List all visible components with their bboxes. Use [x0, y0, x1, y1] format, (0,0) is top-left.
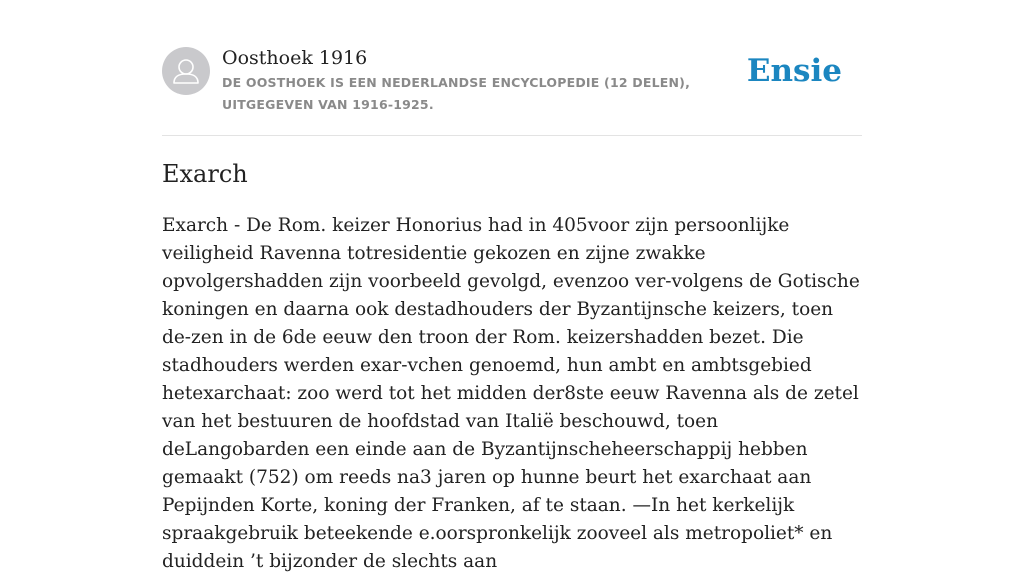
article-title: Exarch: [162, 160, 248, 188]
source-title[interactable]: Oosthoek 1916: [222, 47, 368, 69]
source-header: [162, 46, 862, 116]
article-body: Exarch - De Rom. keizer Honorius had in 405voor zijn persoonlijke veiligheid Ravenna totresidentie gekozen en zijne zwakke opvolgershadden zijn voorbeeld gevolgd, evenzoo ver-volgens de Gotische koningen en daarna ook destadhouders der Byzantijnsche keizers, toen de-zen in de 6de eeuw den troon der Rom. keizershadden bezet. Die stadhouders werden exar-vchen genoemd, hun ambt en ambtsgebied hetexarchaat: zoo werd tot het midden der8ste eeuw Ravenna als de zetel van het bestuuren de hoofdstad van Italië beschouwd, toen deLangobarden een einde aan de Byzantijnscheheerschappij hebben gemaakt (752) om reeds na3 jaren op hunne beurt het exarchaat aan Pepijnden Korte, koning der Franken, af te staan. —In het kerkelijk spraakgebruik beteekende e.oorspronkelijk zooveel als metropoliet* en duiddein ’t bijzonder de slechts aan: [162, 215, 860, 572]
ensie-logo[interactable]: Ensie: [746, 53, 842, 89]
header-divider: [162, 135, 862, 136]
source-description: DE OOSTHOEK IS EEN NEDERLANDSE ENCYCLOPEDIE (12 DELEN), UITGEGEVEN VAN 1916-1925.: [222, 75, 691, 112]
user-icon[interactable]: [162, 47, 210, 95]
